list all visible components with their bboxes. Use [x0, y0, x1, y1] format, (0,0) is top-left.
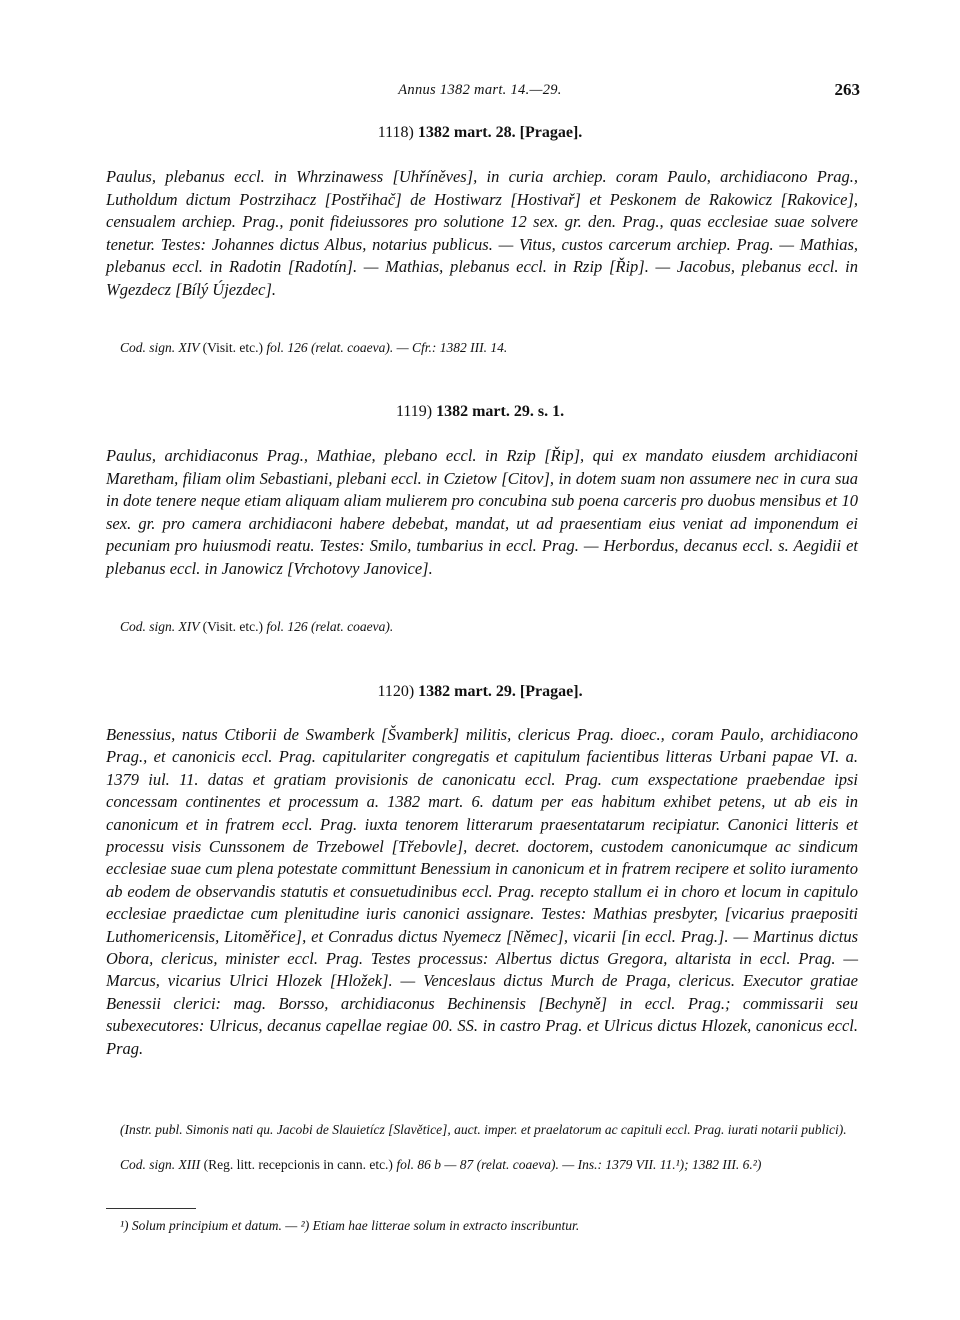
entry-heading	[0, 124, 960, 142]
source-note	[106, 619, 872, 635]
entry-heading	[0, 403, 960, 421]
source-folio: fol. 86 b — 87 (relat. coaeva). — Ins.: 1379 VII. 11.¹); 1382 III. 6.²)	[396, 1157, 762, 1172]
footnotes	[120, 1218, 860, 1234]
source-folio: fol. 126 (relat. coaeva). — Cfr.: 1382 III. 14.	[266, 340, 508, 355]
page-number: 263	[834, 80, 860, 99]
running-head	[0, 82, 960, 104]
footnote-text-2: Etiam hae litterae solum in extracto inscribuntur.	[312, 1218, 580, 1233]
entry-number: 1119)	[395, 403, 433, 420]
entry-text: Paulus, archidiaconus Prag., Mathiae, plebano eccl. in Rzip [Řip], qui ex mandato eiusdem archidiaconi Maretham, filiam olim Sebastiani, plebani eccl. in Czietow [Citov], in dotem suam non assumere nec in cura sua in dote tenere neque etiam aliquam aliam mulierem pro concubina sub poena carceris pro duobus mensibus et 10 sex. gr. pro camera archidiaconi habere debebat, mandat, ut ad praesentiam eius veniat ad imponendum ei pecuniam pro huiusmodi reatu. Testes: Smilo, tumbarius in eccl. Prag. — Herbordus, decanus eccl. s. Aegidii et plebanus eccl. in Janowicz [Vrchotovy Janovice].	[106, 446, 858, 578]
source-desc: (Visit. etc.)	[202, 340, 263, 355]
source-codex: Cod. sign. XIV	[120, 340, 200, 355]
entry-heading	[0, 683, 960, 701]
entry-number: 1118)	[377, 124, 414, 141]
source-desc: (Visit. etc.)	[202, 619, 263, 634]
entry-text: Benessius, natus Ctiborii de Swamberk [Švamberk] militis, clericus Prag. dioec., coram Paulo, archidiacono Prag., et canonicis eccl. Prag. capitulariter congregatis et capitulum facientibus litteras Urbani papae VI. a. 1379 iul. 11. datas et gratiam provisionis de canonicatu eccl. Prag. cum exspectatione praebendae ipsi concessam continentes et processum a. 1382 mart. 6. datum per eas habitum exhibet petens, ut ab eis in canonicum et in fratrem eccl. Prag. iuxta tenorem litterarum praesentatarum recipiatur. Canonici litteris et processu visis Cunssonem de Trzebowel [Třebovle], decret. doctorem, custodem canonicumque ac sindicum ecclesiae suae cum plena potestate committunt Benessium in canonicum et in fratrem recipere et solito iuramento ab eodem de observandis statutis et consuetudinibus eccl. Prag. recepto stallum ei in choro et locum in capitulo ecclesiae praedictae cum plenitudine iuris canonici assignare. Testes: Mathias presbyter, [vicarius praepositi Luthomericensis, Litoměřice], et Conradus dictus Nyemecz [Němec], vicarii [in eccl. Prag.]. — Martinus dictus Obora, clericus, minister eccl. Prag. Testes processus: Albertus dictus Gregora, altarista in eccl. Prag. — Marcus, vicarius Ulrici Hlozek [Hložek]. — Venceslaus dictus Murch de Praga, clericus. Executor gratiae Benessii clerici: mag. Borsso, archidiaconus Bechinensis [Bechyně] in eccl. Prag.; commissarii seu subexecutores: Ulricus, decanus capellae regiae 00. SS. in castro Prag. et Ulricus dictus Hlozek, canonicus eccl. Prag.	[106, 725, 858, 1058]
source-codex: Cod. sign. XIII	[120, 1157, 201, 1172]
source-desc: (Reg. litt. recepcionis in cann. etc.)	[203, 1157, 393, 1172]
footnote-separator	[106, 1208, 196, 1209]
entry-date: 1382 mart. 29. [Pragae].	[418, 683, 583, 700]
source-note	[106, 1157, 858, 1173]
entry-date: 1382 mart. 29. s. 1.	[436, 403, 565, 420]
footnote-mark-2: ²)	[300, 1218, 310, 1233]
source-note	[106, 340, 872, 356]
source-codex: Cod. sign. XIV	[120, 619, 200, 634]
running-title: Annus 1382 mart. 14.—29.	[398, 82, 562, 98]
entry-text: Paulus, plebanus eccl. in Whrzinawess [Uhříněves], in curia archiep. coram Paulo, archidiacono Prag., Lutholdum dictum Postrzihacz [Postřihač] de Hostiwarz [Hostivař] et Peskonem de Rakowicz [Rakovice], censualem archiep. Prag., ponit fideiussores pro solutione 12 sex. gr. den. Prag., quas ecclesiae suae solvere tenetur. Testes: Johannes dictus Albus, notarius publicus. — Vitus, custos carcerum archiep. Prag. — Mathias, plebanus eccl. in Radotin [Radotín]. — Mathias, plebanus eccl. in Rzip [Řip]. — Jacobus, plebanus eccl. in Wgezdecz [Bílý Újezdec].	[106, 167, 858, 299]
entry-number: 1120)	[377, 683, 415, 700]
footnote-text-1: Solum principium et datum. —	[131, 1218, 298, 1233]
entry-date: 1382 mart. 28. [Pragae].	[417, 124, 583, 141]
instrument-note: (Instr. publ. Simonis nati qu. Jacobi de Slauietícz [Slavětice], auct. imper. et praelatorum ac capituli eccl. Prag. iurati notarii publici).	[120, 1122, 847, 1137]
footnote-mark-1: ¹)	[120, 1218, 129, 1233]
source-folio: fol. 126 (relat. coaeva).	[266, 619, 394, 634]
